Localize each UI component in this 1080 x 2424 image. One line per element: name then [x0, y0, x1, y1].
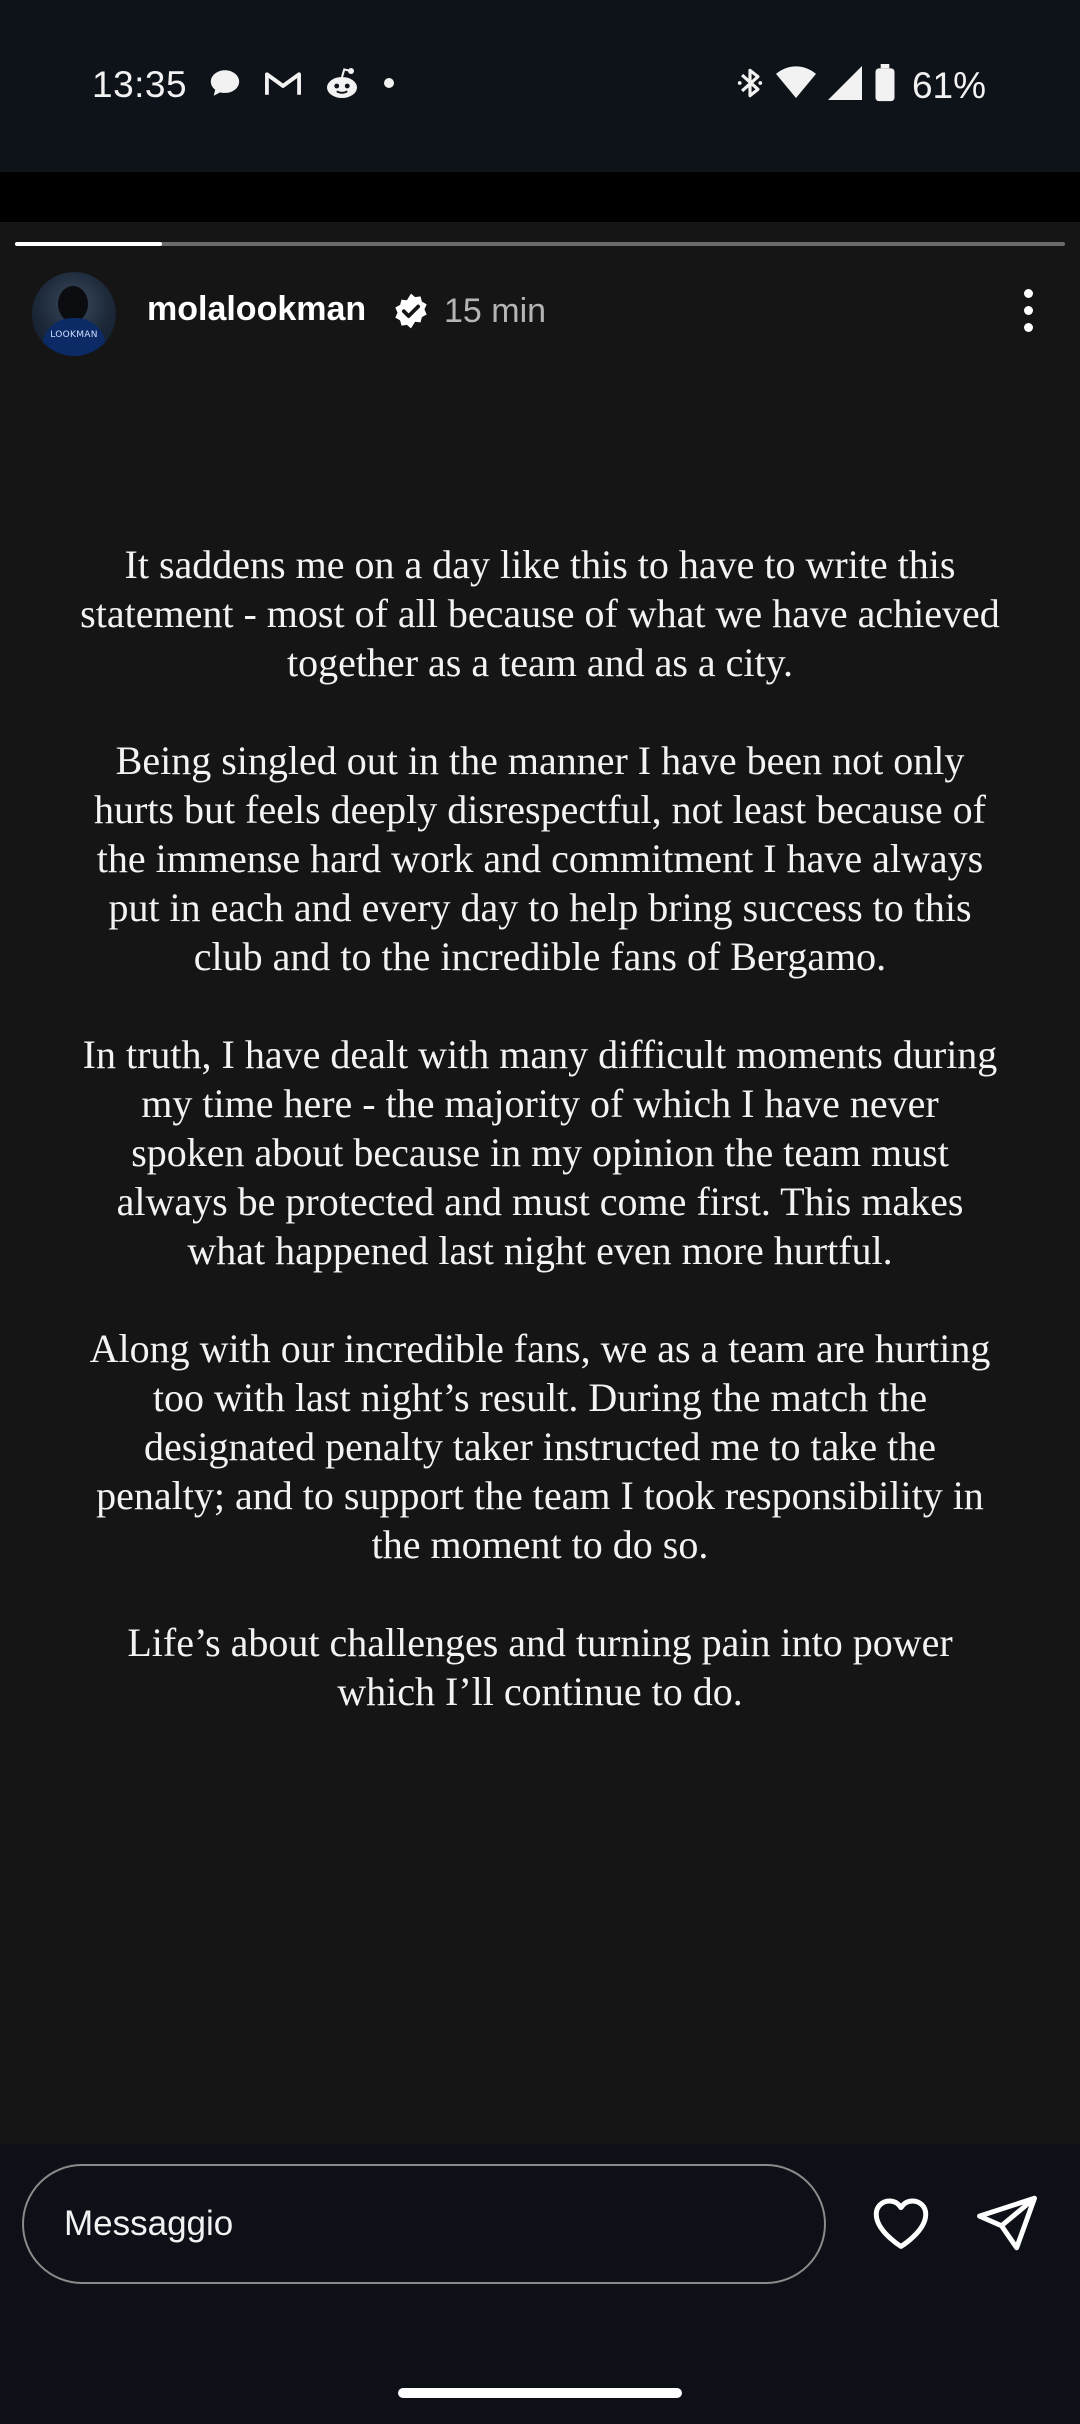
avatar-text: LOOKMAN: [50, 330, 98, 340]
statement-paragraph: In truth, I have dealt with many difficult moments during my time here - the majority of which I have never spoken about because in my opinion the team must always be protected and must come first. This makes what happened last night even more hurtful.: [82, 1032, 998, 1273]
system-status-icons: [736, 64, 986, 107]
wifi-icon: [776, 66, 816, 105]
story-header: [32, 272, 1048, 356]
more-dot-icon: [1024, 306, 1033, 315]
send-icon: [974, 2190, 1040, 2256]
username[interactable]: molalookman: [147, 290, 367, 328]
story-view[interactable]: [0, 222, 1080, 2144]
avatar-head: [58, 286, 88, 322]
more-dot-icon: [1024, 289, 1033, 298]
chat-bubble-icon: [208, 66, 242, 100]
cellular-signal-icon: [828, 66, 862, 105]
statement-paragraph: It saddens me on a day like this to have to write this statement - most of all because of what we have achieved together as a team and as a city.: [80, 542, 1000, 685]
home-indicator[interactable]: [398, 2388, 682, 2398]
reply-bar: [0, 2144, 1080, 2424]
more-options-button[interactable]: [1008, 280, 1048, 340]
send-button[interactable]: [974, 2190, 1040, 2256]
reddit-icon: [324, 66, 360, 100]
statement-paragraph: Being singled out in the manner I have been not only hurts but feels deeply disrespectful, not least because of the immense hard work and commitment I have always put in each and every day to help bring success to this club and to the incredible fans of Bergamo.: [94, 738, 986, 979]
heart-icon: [868, 2190, 934, 2256]
story-statement: [80, 540, 1000, 1765]
battery-percent: 61%: [911, 64, 986, 106]
story-time: 15 min: [444, 292, 547, 330]
message-input[interactable]: [22, 2164, 826, 2284]
avatar[interactable]: [32, 272, 116, 356]
story-progress-fill: [15, 242, 162, 246]
gmail-icon: [264, 67, 302, 99]
message-placeholder: Messaggio: [64, 2204, 234, 2243]
battery-icon: [874, 64, 896, 107]
story-progress-bar: [15, 242, 1065, 246]
status-time: 13:35: [92, 64, 188, 105]
notification-icons: [208, 66, 396, 100]
status-bar: [0, 0, 1080, 172]
more-dot-icon: [1024, 323, 1033, 332]
statement-paragraph: Along with our incredible fans, we as a team are hurting too with last night’s result. During the match the designated penalty taker instructed me to take the penalty; and to support the team I took responsibility in the moment to do so.: [89, 1326, 991, 1567]
dot-icon: [382, 76, 396, 90]
verified-badge-icon: [392, 292, 430, 330]
top-band: [0, 172, 1080, 222]
statement-paragraph: Life’s about challenges and turning pain into power which I’ll continue to do.: [127, 1620, 953, 1714]
like-button[interactable]: [868, 2190, 934, 2256]
bluetooth-icon: [736, 64, 764, 107]
